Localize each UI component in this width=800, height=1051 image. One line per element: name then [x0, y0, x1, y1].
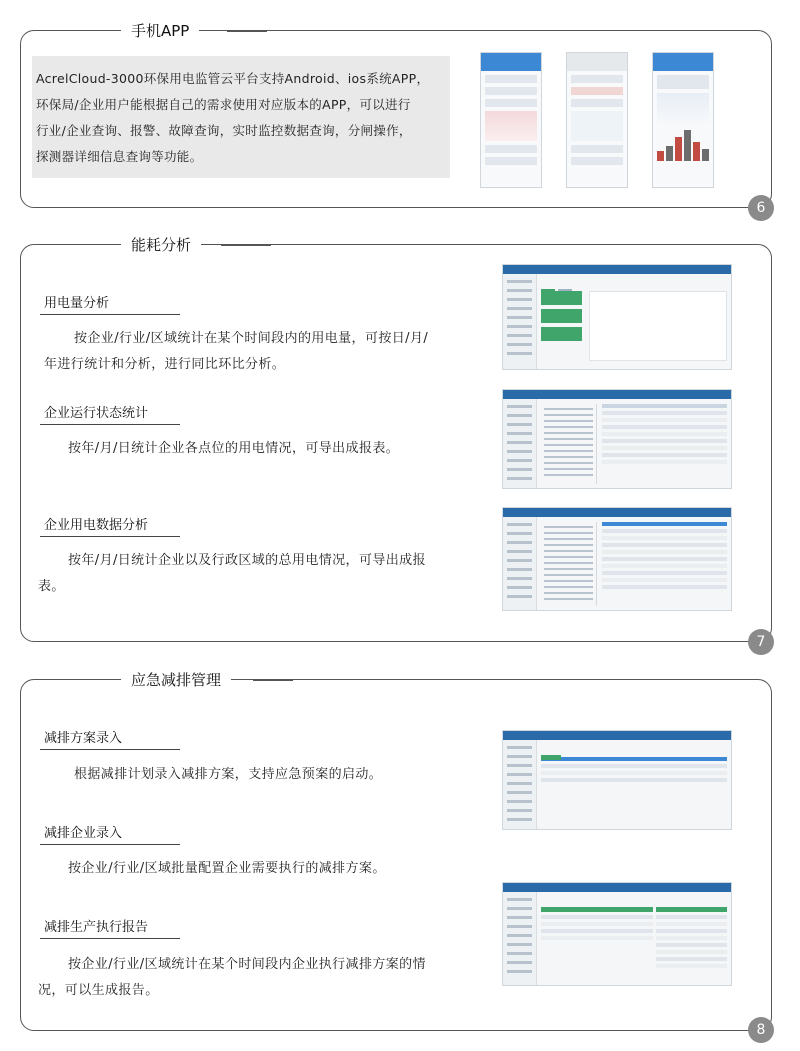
heading-underline — [40, 536, 180, 537]
page-number: 7 — [748, 629, 774, 655]
screenshot-reduction-plan-entry — [502, 730, 732, 830]
heading-underline — [40, 844, 180, 845]
item-text: 况，可以生成报告。 — [38, 983, 159, 998]
heading-underline — [40, 749, 180, 750]
item-heading: 减排企业录入 — [44, 826, 123, 841]
screenshot-power-usage — [502, 264, 732, 370]
title-rule — [221, 245, 271, 246]
page-number: 6 — [748, 195, 774, 221]
description-line: 环保局/企业用户能根据自己的需求使用对应版本的APP，可以进行 — [36, 97, 411, 112]
section-title: 手机APP — [121, 20, 199, 42]
section-title: 应急减排管理 — [121, 669, 231, 691]
item-heading: 减排方案录入 — [44, 731, 123, 746]
section-title: 能耗分析 — [121, 234, 201, 256]
item-text: 按年/月/日统计企业各点位的用电情况，可导出成报表。 — [68, 441, 400, 456]
heading-underline — [40, 938, 180, 939]
heading-underline — [40, 314, 180, 315]
item-text: 按企业/行业/区域批量配置企业需要执行的减排方案。 — [68, 861, 386, 876]
item-heading: 减排生产执行报告 — [44, 920, 149, 935]
item-text: 根据减排计划录入减排方案，支持应急预案的启动。 — [74, 767, 383, 782]
item-heading: 企业运行状态统计 — [44, 406, 149, 421]
app-screenshot-alarms — [566, 52, 628, 188]
app-screenshot-home — [480, 52, 542, 188]
title-rule — [227, 31, 267, 32]
screenshot-reduction-enterprise-entry — [502, 882, 732, 986]
item-text: 按年/月/日统计企业以及行政区域的总用电情况，可导出成报 — [68, 553, 426, 568]
description-line: 探测器详细信息查询等功能。 — [36, 149, 203, 164]
app-description-box — [32, 56, 450, 178]
item-heading: 用电量分析 — [44, 296, 110, 311]
screenshot-enterprise-status — [502, 389, 732, 489]
item-text: 年进行统计和分析，进行同比环比分析。 — [44, 357, 286, 372]
item-heading: 企业用电数据分析 — [44, 518, 149, 533]
app-screenshot-charts — [652, 52, 714, 188]
description-line: AcrelCloud-3000环保用电监管云平台支持Android、ios系统APP， — [36, 71, 430, 86]
description-line: 行业/企业查询、报警、故障查询，实时监控数据查询，分闸操作， — [36, 123, 412, 138]
heading-underline — [40, 424, 180, 425]
item-text: 按企业/行业/区域统计在某个时间段内企业执行减排方案的情 — [68, 957, 426, 972]
item-text: 按企业/行业/区域统计在某个时间段内的用电量，可按日/月/ — [74, 331, 429, 346]
item-text: 表。 — [38, 579, 65, 594]
page-number: 8 — [748, 1017, 774, 1043]
title-rule — [253, 680, 293, 681]
screenshot-enterprise-data — [502, 507, 732, 611]
